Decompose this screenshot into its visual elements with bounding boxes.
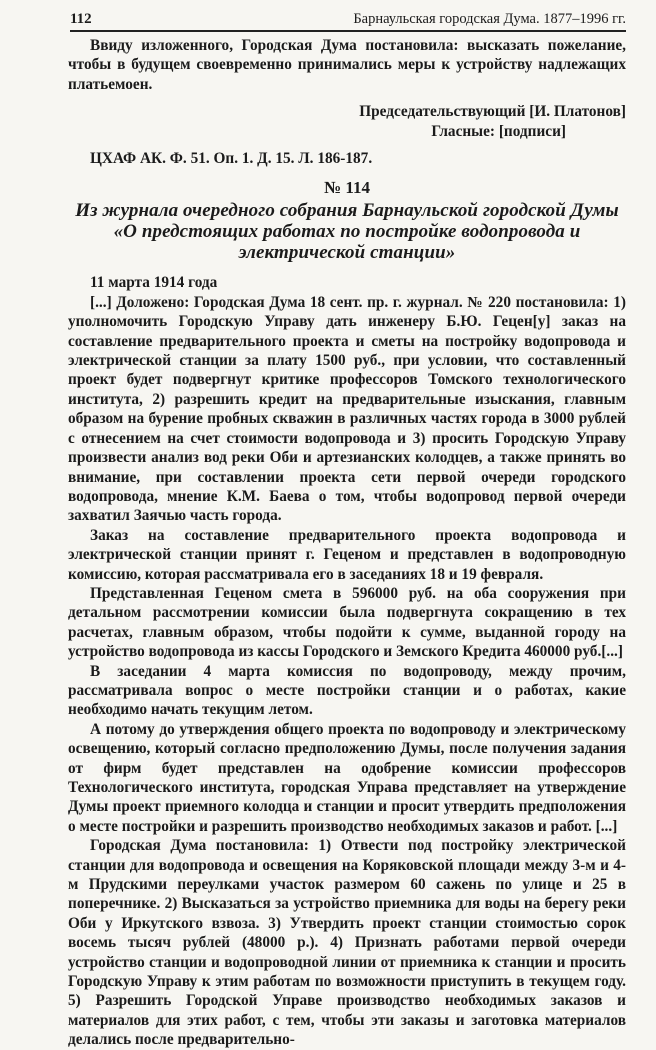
running-header xyxy=(70,6,626,32)
paragraph-6: Городская Дума постановила: 1) Отвести под постройку электрической станции для водопровода и освещения на Коряковской площади между 3-м и 4-м Прудскими переулками участок размером 60 сажень по улице и 25 в поперечнике. 2) Высказаться за устройство приемника для воды на берегу реки Оби у Иркутского взвоза. 3) Утвердить проект станции стоимостью сорок восемь тысяч рублей (48000 р.). 4) Признать работами первой очереди устройство станции и водопроводной линии от приемника к станции и просить Городскую Управу к этим работам по возможности приступить в текущем году. 5) Разрешить Городской Управе производство необходимых заказов и материалов для этих работ, с тем, чтобы эти заказы и заготовка материалов делались после предварительно- xyxy=(68,837,626,1049)
document-title: Из журнала очередного собрания Барнаульской городской Думы «О предстоящих работах по постройке водопровода и электрической станции» xyxy=(75,200,619,264)
archive-reference: ЦХАФ АК. Ф. 51. Оп. 1. Д. 15. Л. 186-187. xyxy=(90,150,373,168)
chairman-signature-line: Председательствующий [И. Платонов] xyxy=(359,103,626,121)
members-signature-line: Гласные: [подписи] xyxy=(431,122,566,140)
page-content xyxy=(68,36,626,1050)
page-number: 112 xyxy=(70,11,92,27)
document-number: № 114 xyxy=(324,178,370,198)
paragraph-4: В заседании 4 марта комиссия по водопроводу, между прочим, рассматривала вопрос о месте постройки станции и о работах, какие необходимо начать текущим летом. xyxy=(68,662,626,719)
paragraph-1: [...] Доложено: Городская Дума 18 сент. пр. г. журнал. № 220 постановила: 1) уполномочить Городскую Управу дать инженеру Б.Ю. Гецен[у] заказ на составление предварительного проекта и сметы на постройку водопровода и электрической станции за плату 1500 руб., при условии, что составленный проект будет подвергнут критике профессоров Томского технологического института, 2) разрешить кредит на предварительные изыскания, главным образом на бурение пробных скважин в различных частях города в 3000 рублей с отнесением на счет стоимости водопровода и 3) просить Городскую Управу произвести анализ вод реки Оби и артезианских колодцев, а также принять во внимание, при составлении проекта сети первой очереди городского водопровода, мнение К.М. Баева о том, чтобы водопровод первой очереди захватил Заячью часть города. xyxy=(68,293,626,525)
document-date: 11 марта 1914 года xyxy=(90,274,218,292)
paragraph-3: Представленная Геценом смета в 596000 руб. на оба сооружения при детальном рассмотрении комиссии была подвергнута сокращению в тех расчетах, главным образом, чтобы подойти к сумме, выданной городу на устройство водопровода из кассы Городского и Земского Кредита 460000 руб.[...] xyxy=(68,584,626,661)
running-title: Барнаульская городская Дума. 1877–1996 гг. xyxy=(353,11,626,27)
previous-decision-text: Ввиду изложенного, Городская Дума постановила: высказать пожелание, чтобы в будущем своевременно принимались меры к устройству надлежащих платьемоен. xyxy=(68,37,626,93)
paragraph-5: А потому до утверждения общего проекта по водопроводу и электрическому освещению, который согласно предположению Думы, после получения задания от фирм будет представлен на одобрение комиссии профессоров Технологического института, городская Управа представляет на утверждение Думы проект приемного колодца и станции и просит утвердить предположения о месте постройки и разрешить производство необходимых заказов и работ. [...] xyxy=(68,720,626,835)
paragraph-2: Заказ на составление предварительного проекта водопровода и электрической станции принят г. Геценом и представлен в водопроводную комиссию, которая рассматривала его в заседаниях 18 и 19 февраля. xyxy=(68,526,626,583)
